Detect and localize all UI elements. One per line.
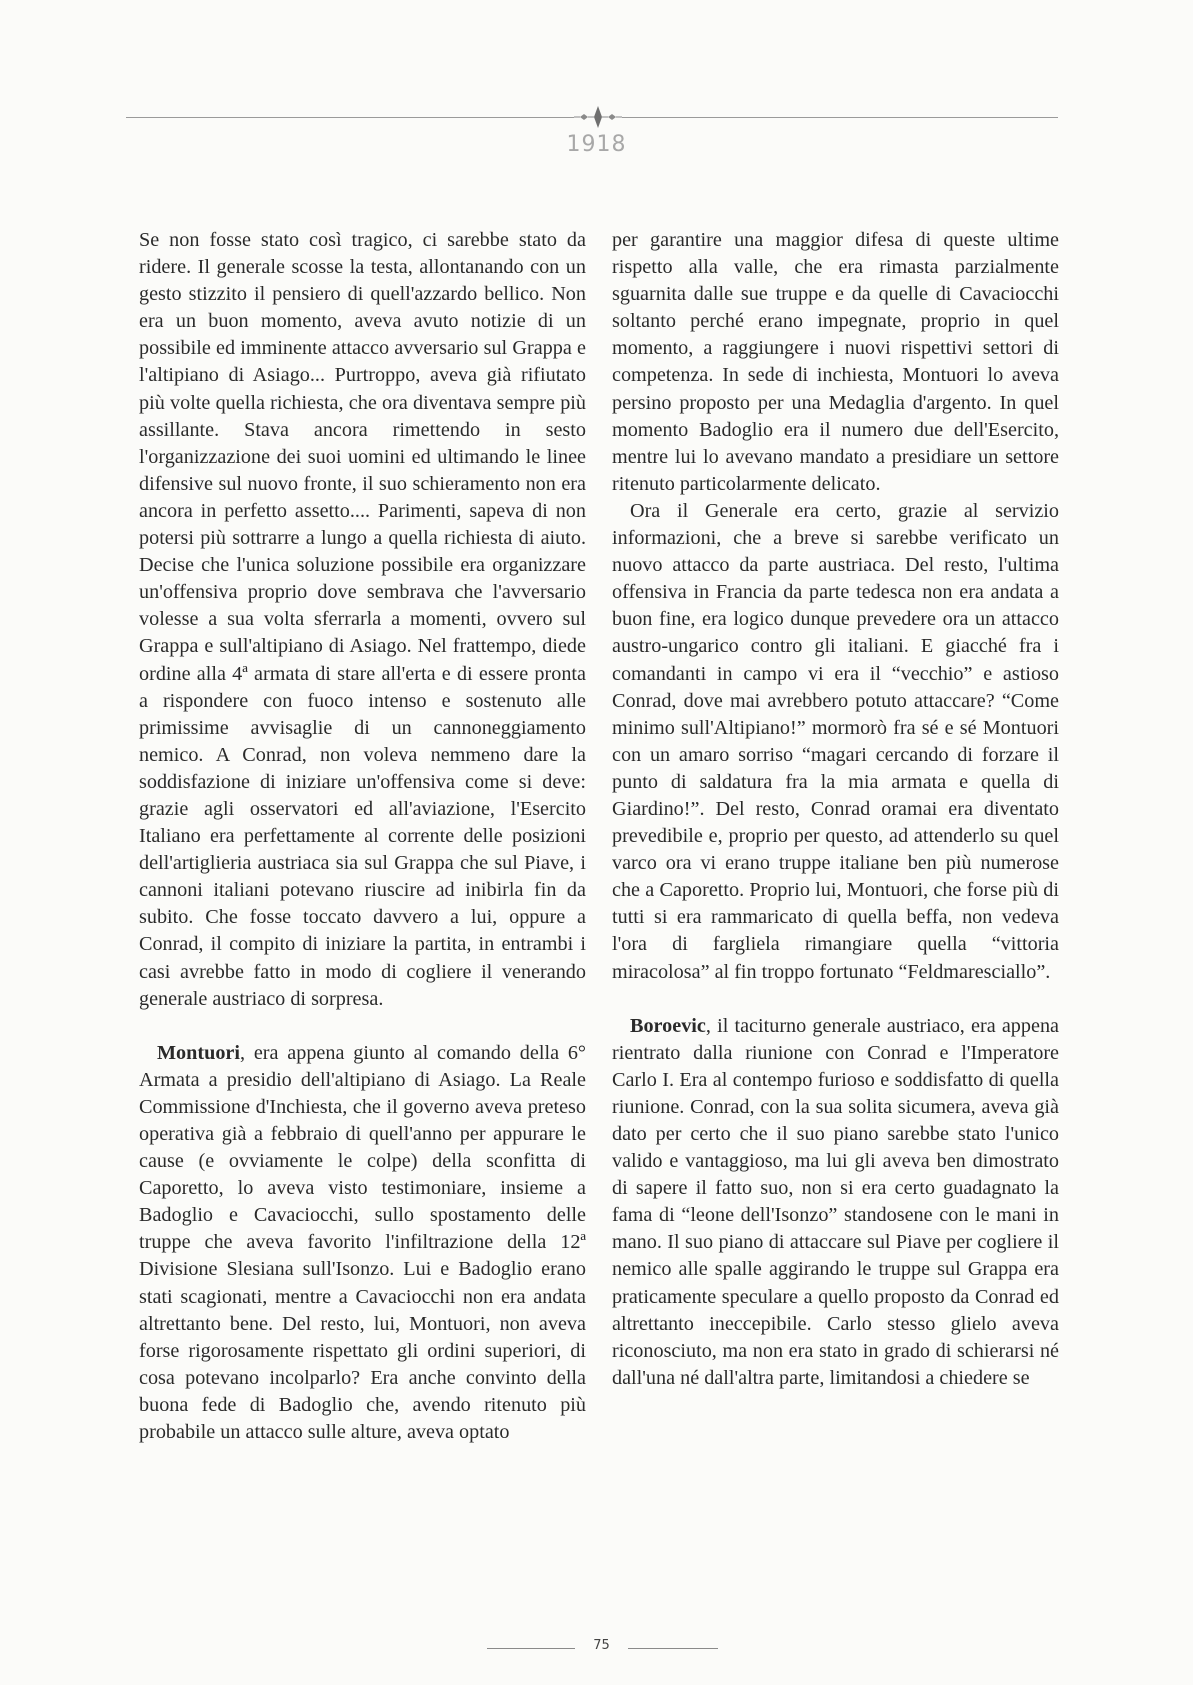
paragraph <box>612 1013 1059 1392</box>
footer-rule-right <box>628 1648 718 1649</box>
footer-rule-left <box>487 1648 575 1649</box>
left-text-column <box>139 227 586 1446</box>
paragraph-text: , il taciturno generale austriaco, era appena rientrato dalla riunione con Conrad e l'Imperatore Carlo I. Era al contempo furioso e soddisfatto di quella riunione. Conrad, con la sua solita sicumera, aveva già dato per certo che il suo piano sarebbe stato l'unico valido e vantaggioso, ma lui gli aveva ben dimostrato di sapere il fatto suo, non si era certo guadagnato la fama di “leone dell'Isonzo” standosene con le mani in mano. Il suo piano di attaccare sul Piave per cogliere il nemico alle spalle aggirando le truppe sul Grappa era praticamente speculare a quello proposto da Conrad ed altrettanto ineccepibile. Carlo stesso glielo aveva riconosciuto, ma non era stato in grado di schierarsi né dall'una né dall'altra parte, limitandosi a chiedere se <box>612 1014 1059 1389</box>
diamond-ornament-icon <box>574 104 622 130</box>
character-name: Boroevic <box>630 1014 706 1037</box>
right-text-column <box>612 227 1059 1392</box>
paragraph-text: , era appena giunto al comando della 6° Armata a presidio dell'altipiano di Asiago. La Reale Commissione d'Inchiesta, che il governo aveva preteso operativa già a febbraio di quell'anno per appurare le cause (e ovviamente le colpe) della sconfitta di Caporetto, lo aveva visto testimoniare, insieme a Badoglio e Cavaciocchi, sullo spostamento delle truppe che aveva favorito l'infiltrazione della 12ª Divisione Slesiana sull'Isonzo. Lui e Badoglio erano stati scagionati, mentre a Cavaciocchi non era andata altrettanto bene. Del resto, lui, Montuori, non aveva forse rigorosamente rispettato gli ordini superiori, di cosa potevano incolparlo? Era anche convinto della buona fede di Badoglio che, avendo ritenuto più probabile un attacco sulle alture, aveva optato <box>139 1041 586 1444</box>
paragraph: per garantire una maggior difesa di queste ultime rispetto alla valle, che era rimasta parzialmente sguarnita dalle sue truppe e da quelle di Cavaciocchi soltanto perché erano impegnate, proprio in quel momento, a raggiungere i nuovi rispettivi settori di competenza. In sede di inchiesta, Montuori lo aveva persino proposto per una Medaglia d'argento. In quel momento Badoglio era il numero due dell'Esercito, mentre lui lo avevano mandato a presidiare un settore ritenuto particolarmente delicato. <box>612 229 1059 495</box>
page-number: 75 <box>593 1638 610 1653</box>
header-rule-left <box>126 117 574 118</box>
paragraph: Ora il Generale era certo, grazie al servizio informazioni, che a breve si sarebbe verificato un nuovo attacco da parte austriaca. Del resto, l'ultima offensiva in Francia da parte tedesca non era andata a buon fine, era logico dunque prevedere ora un attacco austro-ungarico contro gli italiani. E giacché fra i comandanti in campo vi era il “vecchio” e astioso Conrad, dove mai avrebbero potuto attaccare? “Come minimo sull'Altipiano!” mormorò fra sé e sé Montuori con un amaro sorriso “magari cercando di forzare il punto di saldatura fra la mia armata e quella di Giardino!”. Del resto, Conrad oramai era diventato prevedibile e, proprio per questo, ad attenderlo su quel varco ora vi erano truppe italiane ben più numerose che a Caporetto. Proprio lui, Montuori, che forse più di tutti si era rammaricato di quella beffa, non vedeva l'ora di fargliela rimangiare quella “vittoria miracolosa” al fin troppo fortunato “Feldmaresciallo”. <box>612 499 1059 983</box>
character-name: Montuori <box>157 1041 240 1064</box>
header-rule-right <box>622 117 1058 118</box>
running-header-year: 1918 <box>566 132 627 157</box>
paragraph <box>139 1040 586 1446</box>
paragraph: Se non fosse stato così tragico, ci sarebbe stato da ridere. Il generale scosse la testa, allontanando con un gesto stizzito il pensiero di quell'azzardo bellico. Non era un buon momento, aveva avuto notizie di un possibile ed imminente attacco avversario sul Grappa e l'altipiano di Asiago... Purtroppo, aveva già rifiutato più volte quella richiesta, che ora diventava sempre più assillante. Stava ancora rimettendo in sesto l'organizzazione dei suoi uomini ed ultimando le linee difensive sul nuovo fronte, il suo schieramento non era ancora in perfetto assetto.... Parimenti, sapeva di non potersi più sottrarre a lungo a quella richiesta di aiuto. Decise che l'unica soluzione possibile era organizzare un'offensiva proprio dove sembrava che l'avversario volesse a sua volta sferrarla a momenti, ovvero sul Grappa e sull'altipiano di Asiago. Nel frattempo, diede ordine alla 4ª armata di stare all'erta e di essere pronta a rispondere con fuoco intenso e sostenuto alle primissime avvisaglie di un cannoneggiamento nemico. A Conrad, non voleva nemmeno dare la soddisfazione di iniziare un'offensiva come si deve: grazie agli osservatori ed all'aviazione, l'Esercito Italiano era perfettamente al corrente delle posizioni dell'artiglieria austriaca sia sul Grappa che sul Piave, i cannoni italiani potevano riuscire ad inibirla fin da subito. Che fosse toccato davvero a lui, oppure a Conrad, il compito di iniziare la partita, in entrambi i casi avrebbe fatto in modo di cogliere il venerando generale austriaco di sorpresa. <box>139 229 586 1010</box>
